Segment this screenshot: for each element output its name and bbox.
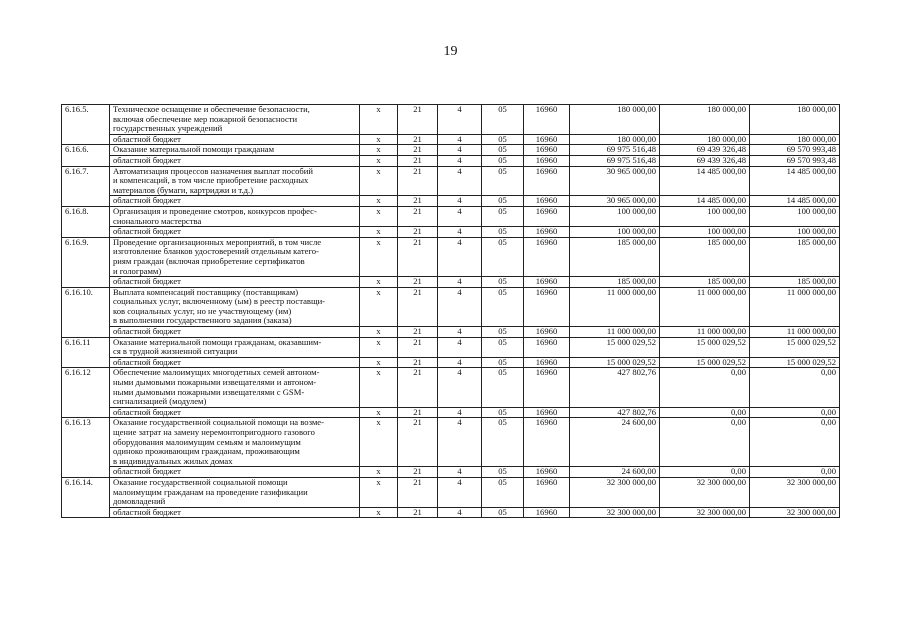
code-a-cell: 21 — [398, 337, 438, 357]
amount-1-cell: 24 600,00 — [570, 418, 660, 467]
amount-3-cell: 11 000 000,00 — [750, 287, 840, 326]
marker-cell: х — [360, 166, 398, 196]
code-d-cell: 16960 — [524, 507, 570, 518]
amount-2-cell: 14 485 000,00 — [660, 166, 750, 196]
marker-cell: х — [360, 145, 398, 156]
table-row — [62, 337, 840, 357]
amount-1-cell: 180 000,00 — [570, 134, 660, 145]
table-subrow — [62, 277, 840, 288]
code-c-cell: 05 — [482, 418, 524, 467]
amount-3-cell: 69 570 993,48 — [750, 155, 840, 166]
code-a-cell: 21 — [398, 166, 438, 196]
amount-3-cell: 185 000,00 — [750, 277, 840, 288]
amount-1-cell: 11 000 000,00 — [570, 287, 660, 326]
amount-3-cell: 100 000,00 — [750, 227, 840, 238]
amount-2-cell: 15 000 029,52 — [660, 337, 750, 357]
amount-1-cell: 15 000 029,52 — [570, 357, 660, 368]
amount-2-cell: 185 000,00 — [660, 237, 750, 276]
code-a-cell: 21 — [398, 418, 438, 467]
amount-1-cell: 24 600,00 — [570, 467, 660, 478]
code-c-cell: 05 — [482, 507, 524, 518]
amount-3-cell: 14 485 000,00 — [750, 166, 840, 196]
marker-cell: х — [360, 467, 398, 478]
item-code: 6.16.12 — [62, 368, 110, 418]
amount-2-cell: 69 439 326,48 — [660, 155, 750, 166]
amount-2-cell: 32 300 000,00 — [660, 507, 750, 518]
item-code: 6.16.11 — [62, 337, 110, 368]
marker-cell: х — [360, 337, 398, 357]
code-b-cell: 4 — [438, 368, 482, 407]
marker-cell: х — [360, 196, 398, 207]
amount-1-cell: 427 802,76 — [570, 368, 660, 407]
item-name: Техническое оснащение и обеспечение безопасности, включая обеспечение мер пожарной безопасности государственных учреждений — [110, 105, 360, 135]
table-subrow — [62, 507, 840, 518]
budget-source-label: областной бюджет — [110, 227, 360, 238]
code-b-cell: 4 — [438, 327, 482, 338]
table-row — [62, 287, 840, 326]
code-a-cell: 21 — [398, 105, 438, 135]
amount-3-cell: 0,00 — [750, 368, 840, 407]
code-a-cell: 21 — [398, 357, 438, 368]
code-b-cell: 4 — [438, 105, 482, 135]
marker-cell: х — [360, 407, 398, 418]
budget-source-label: областной бюджет — [110, 196, 360, 207]
marker-cell: х — [360, 155, 398, 166]
code-d-cell: 16960 — [524, 105, 570, 135]
budget-source-label: областной бюджет — [110, 407, 360, 418]
code-c-cell: 05 — [482, 105, 524, 135]
amount-2-cell: 11 000 000,00 — [660, 287, 750, 326]
amount-3-cell: 15 000 029,52 — [750, 357, 840, 368]
code-b-cell: 4 — [438, 237, 482, 276]
amount-1-cell: 69 975 516,48 — [570, 145, 660, 156]
amount-3-cell: 0,00 — [750, 467, 840, 478]
code-d-cell: 16960 — [524, 477, 570, 507]
code-b-cell: 4 — [438, 134, 482, 145]
code-a-cell: 21 — [398, 145, 438, 156]
code-b-cell: 4 — [438, 507, 482, 518]
amount-1-cell: 185 000,00 — [570, 237, 660, 276]
amount-3-cell: 32 300 000,00 — [750, 477, 840, 507]
amount-1-cell: 69 975 516,48 — [570, 155, 660, 166]
code-a-cell: 21 — [398, 467, 438, 478]
code-c-cell: 05 — [482, 357, 524, 368]
code-b-cell: 4 — [438, 227, 482, 238]
code-c-cell: 05 — [482, 467, 524, 478]
code-c-cell: 05 — [482, 327, 524, 338]
marker-cell: х — [360, 227, 398, 238]
marker-cell: х — [360, 105, 398, 135]
code-c-cell: 05 — [482, 134, 524, 145]
amount-1-cell: 30 965 000,00 — [570, 166, 660, 196]
item-code: 6.16.9. — [62, 237, 110, 287]
item-code: 6.16.7. — [62, 166, 110, 206]
amount-1-cell: 100 000,00 — [570, 227, 660, 238]
amount-3-cell: 100 000,00 — [750, 206, 840, 226]
code-b-cell: 4 — [438, 277, 482, 288]
code-a-cell: 21 — [398, 196, 438, 207]
code-d-cell: 16960 — [524, 368, 570, 407]
table-row — [62, 166, 840, 196]
code-d-cell: 16960 — [524, 277, 570, 288]
amount-2-cell: 0,00 — [660, 407, 750, 418]
table-row — [62, 477, 840, 507]
code-b-cell: 4 — [438, 145, 482, 156]
amount-3-cell: 11 000 000,00 — [750, 327, 840, 338]
amount-2-cell: 11 000 000,00 — [660, 327, 750, 338]
item-name: Оказание материальной помощи гражданам, оказавшим- ся в трудной жизненной ситуации — [110, 337, 360, 357]
table-subrow — [62, 227, 840, 238]
code-b-cell: 4 — [438, 155, 482, 166]
code-c-cell: 05 — [482, 237, 524, 276]
amount-2-cell: 14 485 000,00 — [660, 196, 750, 207]
item-code: 6.16.6. — [62, 145, 110, 166]
item-name: Обеспечение малоимущих многодетных семей автоном- ными дымовыми пожарными извещателями и автоном- ными дымовыми пожарными извещателями с GSM- сигнализацией (модулем) — [110, 368, 360, 407]
code-d-cell: 16960 — [524, 237, 570, 276]
code-d-cell: 16960 — [524, 407, 570, 418]
code-d-cell: 16960 — [524, 145, 570, 156]
code-c-cell: 05 — [482, 145, 524, 156]
code-a-cell: 21 — [398, 327, 438, 338]
amount-3-cell: 180 000,00 — [750, 105, 840, 135]
code-b-cell: 4 — [438, 418, 482, 467]
amount-1-cell: 100 000,00 — [570, 206, 660, 226]
table-row — [62, 145, 840, 156]
marker-cell: х — [360, 507, 398, 518]
table-subrow — [62, 196, 840, 207]
table-row — [62, 418, 840, 467]
item-name: Оказание государственной социальной помощи малоимущим гражданам на проведение газификации домовладений — [110, 477, 360, 507]
budget-source-label: областной бюджет — [110, 357, 360, 368]
amount-1-cell: 180 000,00 — [570, 105, 660, 135]
budget-source-label: областной бюджет — [110, 507, 360, 518]
table-row — [62, 206, 840, 226]
code-c-cell: 05 — [482, 477, 524, 507]
code-d-cell: 16960 — [524, 467, 570, 478]
item-code: 6.16.10. — [62, 287, 110, 337]
code-a-cell: 21 — [398, 368, 438, 407]
code-b-cell: 4 — [438, 357, 482, 368]
item-name: Выплата компенсаций поставщику (поставщикам) социальных услуг, включенному (ым) в реестр поставщи- ков социальных услуг, но не участвующему (им) в выполнении государственного задания (заказа) — [110, 287, 360, 326]
table-row — [62, 368, 840, 407]
code-d-cell: 16960 — [524, 196, 570, 207]
code-d-cell: 16960 — [524, 134, 570, 145]
amount-2-cell: 0,00 — [660, 467, 750, 478]
code-a-cell: 21 — [398, 237, 438, 276]
code-c-cell: 05 — [482, 166, 524, 196]
item-code: 6.16.5. — [62, 105, 110, 145]
code-d-cell: 16960 — [524, 155, 570, 166]
table-subrow — [62, 327, 840, 338]
marker-cell: х — [360, 327, 398, 338]
amount-2-cell: 180 000,00 — [660, 134, 750, 145]
code-b-cell: 4 — [438, 287, 482, 326]
amount-3-cell: 69 570 993,48 — [750, 145, 840, 156]
amount-3-cell: 185 000,00 — [750, 237, 840, 276]
code-c-cell: 05 — [482, 155, 524, 166]
table-subrow — [62, 357, 840, 368]
code-b-cell: 4 — [438, 166, 482, 196]
amount-2-cell: 0,00 — [660, 368, 750, 407]
code-c-cell: 05 — [482, 407, 524, 418]
amount-2-cell: 69 439 326,48 — [660, 145, 750, 156]
item-name: Оказание государственной социальной помощи на возме- щение затрат на замену неремонтопригодного газового оборудования малоимущим семьям и малоимущим одиноко проживающим гражданам, проживающим в индивидуальных жилых домах — [110, 418, 360, 467]
amount-2-cell: 185 000,00 — [660, 277, 750, 288]
code-d-cell: 16960 — [524, 337, 570, 357]
code-d-cell: 16960 — [524, 357, 570, 368]
amount-1-cell: 185 000,00 — [570, 277, 660, 288]
amount-2-cell: 0,00 — [660, 418, 750, 467]
marker-cell: х — [360, 357, 398, 368]
code-c-cell: 05 — [482, 368, 524, 407]
code-c-cell: 05 — [482, 206, 524, 226]
amount-3-cell: 0,00 — [750, 418, 840, 467]
amount-2-cell: 100 000,00 — [660, 206, 750, 226]
code-a-cell: 21 — [398, 155, 438, 166]
amount-2-cell: 32 300 000,00 — [660, 477, 750, 507]
amount-2-cell: 100 000,00 — [660, 227, 750, 238]
amount-1-cell: 15 000 029,52 — [570, 337, 660, 357]
marker-cell: х — [360, 287, 398, 326]
amount-1-cell: 32 300 000,00 — [570, 477, 660, 507]
code-d-cell: 16960 — [524, 227, 570, 238]
marker-cell: х — [360, 418, 398, 467]
code-c-cell: 05 — [482, 337, 524, 357]
code-d-cell: 16960 — [524, 418, 570, 467]
code-b-cell: 4 — [438, 407, 482, 418]
amount-2-cell: 15 000 029,52 — [660, 357, 750, 368]
code-a-cell: 21 — [398, 287, 438, 326]
marker-cell: х — [360, 206, 398, 226]
item-name: Проведение организационных мероприятий, в том числе изготовление бланков удостоверений отдельным катего- риям граждан (включая приобретение сертификатов и голограмм) — [110, 237, 360, 276]
amount-2-cell: 180 000,00 — [660, 105, 750, 135]
code-c-cell: 05 — [482, 227, 524, 238]
item-code: 6.16.14. — [62, 477, 110, 517]
budget-source-label: областной бюджет — [110, 155, 360, 166]
amount-3-cell: 32 300 000,00 — [750, 507, 840, 518]
code-a-cell: 21 — [398, 407, 438, 418]
code-a-cell: 21 — [398, 277, 438, 288]
code-c-cell: 05 — [482, 196, 524, 207]
code-b-cell: 4 — [438, 196, 482, 207]
budget-table — [61, 104, 840, 518]
item-name: Организация и проведение смотров, конкурсов профес- сионального мастерства — [110, 206, 360, 226]
table-row — [62, 237, 840, 276]
amount-3-cell: 14 485 000,00 — [750, 196, 840, 207]
budget-source-label: областной бюджет — [110, 327, 360, 338]
code-a-cell: 21 — [398, 206, 438, 226]
amount-3-cell: 15 000 029,52 — [750, 337, 840, 357]
amount-1-cell: 427 802,76 — [570, 407, 660, 418]
code-a-cell: 21 — [398, 477, 438, 507]
code-b-cell: 4 — [438, 467, 482, 478]
table-subrow — [62, 155, 840, 166]
code-b-cell: 4 — [438, 337, 482, 357]
amount-1-cell: 30 965 000,00 — [570, 196, 660, 207]
table-row — [62, 105, 840, 135]
table-subrow — [62, 467, 840, 478]
code-c-cell: 05 — [482, 277, 524, 288]
amount-3-cell: 180 000,00 — [750, 134, 840, 145]
item-code: 6.16.13 — [62, 418, 110, 478]
code-b-cell: 4 — [438, 477, 482, 507]
code-d-cell: 16960 — [524, 327, 570, 338]
item-code: 6.16.8. — [62, 206, 110, 237]
amount-1-cell: 11 000 000,00 — [570, 327, 660, 338]
marker-cell: х — [360, 477, 398, 507]
code-b-cell: 4 — [438, 206, 482, 226]
code-a-cell: 21 — [398, 227, 438, 238]
page-number: 19 — [443, 44, 458, 59]
budget-source-label: областной бюджет — [110, 134, 360, 145]
table-subrow — [62, 407, 840, 418]
code-d-cell: 16960 — [524, 206, 570, 226]
item-name: Автоматизация процессов назначения выплат пособий и компенсаций, в том числе приобретение расходных материалов (бумаги, картриджи и т.д.) — [110, 166, 360, 196]
marker-cell: х — [360, 134, 398, 145]
code-a-cell: 21 — [398, 134, 438, 145]
code-d-cell: 16960 — [524, 166, 570, 196]
item-name: Оказание материальной помощи гражданам — [110, 145, 360, 156]
marker-cell: х — [360, 277, 398, 288]
marker-cell: х — [360, 237, 398, 276]
code-a-cell: 21 — [398, 507, 438, 518]
budget-source-label: областной бюджет — [110, 277, 360, 288]
amount-3-cell: 0,00 — [750, 407, 840, 418]
code-d-cell: 16960 — [524, 287, 570, 326]
amount-1-cell: 32 300 000,00 — [570, 507, 660, 518]
table-subrow — [62, 134, 840, 145]
marker-cell: х — [360, 368, 398, 407]
budget-source-label: областной бюджет — [110, 467, 360, 478]
code-c-cell: 05 — [482, 287, 524, 326]
